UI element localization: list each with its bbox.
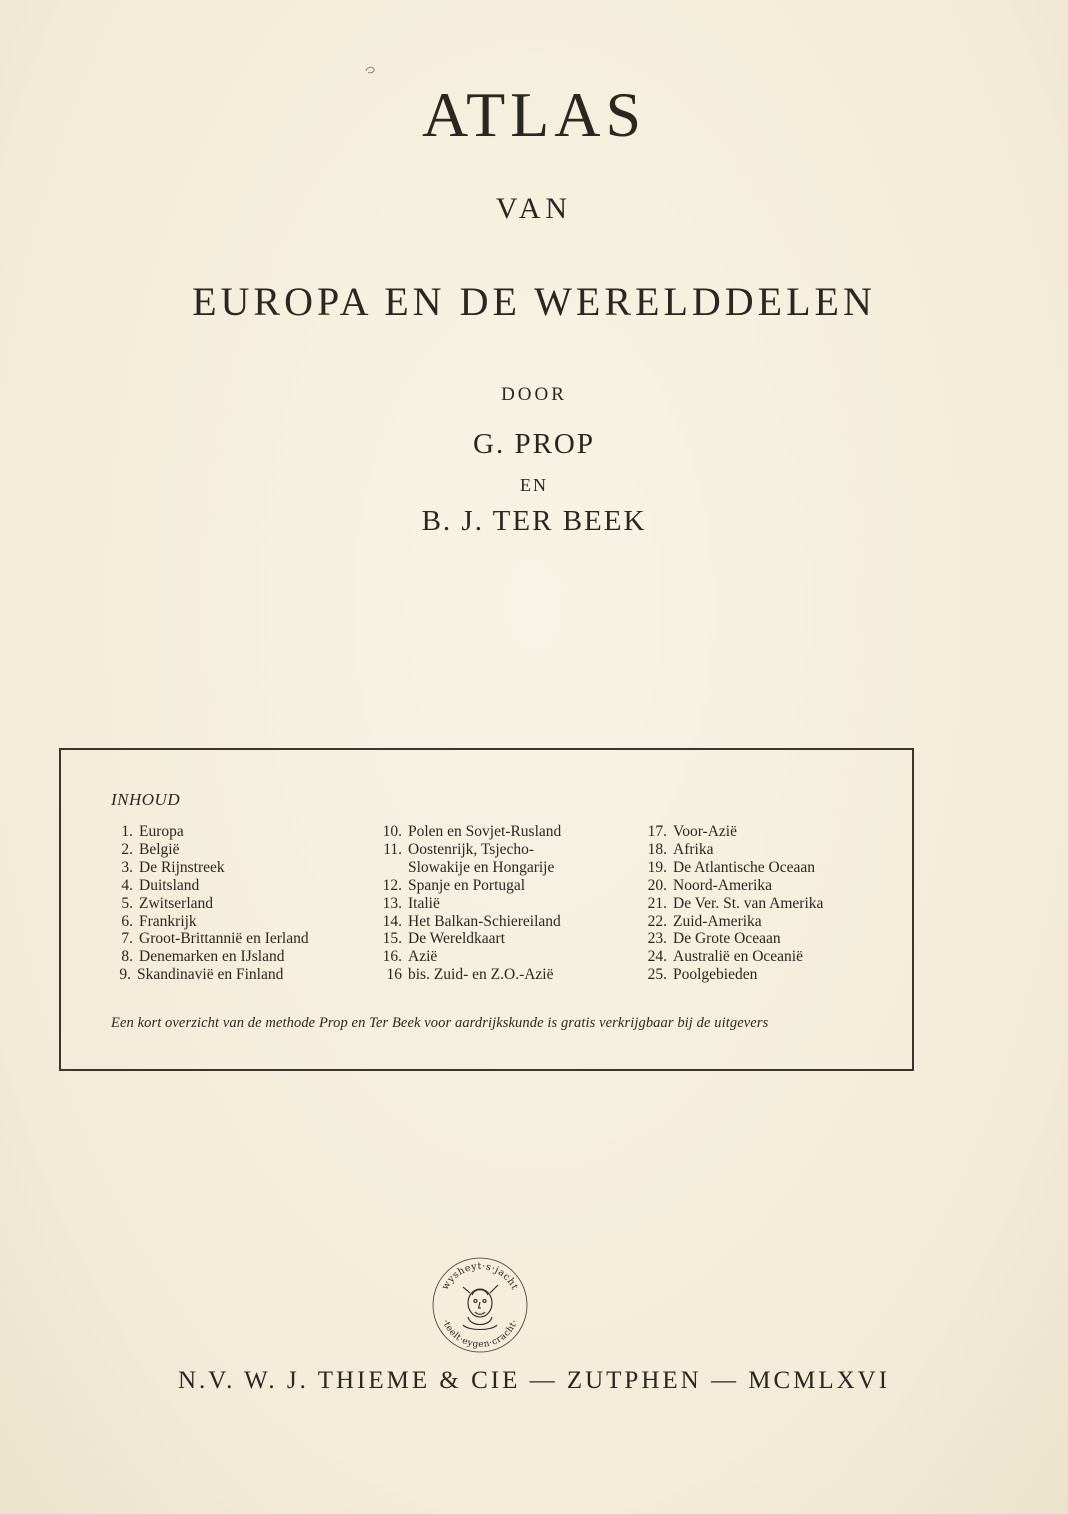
contents-entry: 14. Het Balkan-Schiereiland bbox=[382, 912, 561, 930]
contents-column-3 bbox=[641, 823, 906, 984]
contents-entry: 6. Frankrijk bbox=[121, 912, 197, 930]
title-connector: VAN bbox=[495, 192, 573, 225]
contents-entry: 3. De Rijnstreek bbox=[121, 858, 225, 876]
svg-text:·teelt·eygen·cracht·: ·teelt·eygen·cracht· bbox=[439, 1318, 521, 1351]
contents-entry: 16. Azië bbox=[382, 948, 438, 966]
contents-entry: 18. Afrika bbox=[647, 840, 714, 858]
contents-entry: 2. België bbox=[121, 840, 180, 858]
ink-smudge bbox=[364, 65, 376, 75]
contents-entry-continuation: Slowakije en Hongarije bbox=[408, 858, 555, 876]
and-label: EN bbox=[520, 475, 548, 495]
contents-entry: 7. Groot-Brittannië en Ierland bbox=[121, 930, 309, 948]
author-first: G. PROP bbox=[473, 428, 595, 460]
contents-entry: 1. Europa bbox=[121, 823, 184, 840]
book-title: ATLAS bbox=[421, 79, 647, 150]
contents-heading: INHOUD bbox=[111, 790, 181, 809]
author-second: B. J. TER BEEK bbox=[421, 505, 647, 537]
contents-entry: 4. Duitsland bbox=[121, 876, 200, 894]
publisher-seal-icon bbox=[430, 1255, 530, 1355]
contents-entry: 22. Zuid-Amerika bbox=[647, 912, 762, 930]
contents-entry: 23. De Grote Oceaan bbox=[647, 930, 781, 948]
contents-entry: 5. Zwitserland bbox=[121, 894, 214, 912]
contents-entry: 8. Denemarken en IJsland bbox=[121, 948, 285, 966]
contents-entry: 20. Noord-Amerika bbox=[647, 876, 772, 894]
contents-column-2 bbox=[376, 823, 646, 984]
contents-note: Een kort overzicht van de methode Prop en Ter Beek voor aardrijkskunde is gratis verkrijgbaar bij de uitgevers bbox=[111, 1015, 769, 1031]
contents-entry: 10. Polen en Sovjet-Rusland bbox=[382, 823, 562, 840]
contents-entry: 24. Australië en Oceanië bbox=[647, 948, 803, 966]
contents-entry: 16 bis. Zuid- en Z.O.-Azië bbox=[386, 966, 554, 984]
contents-column-1 bbox=[111, 823, 371, 984]
svg-text:wysheyt·s·jacht: wysheyt·s·jacht bbox=[439, 1260, 521, 1292]
contents-entry: 12. Spanje en Portugal bbox=[382, 876, 526, 894]
book-subtitle: EUROPA EN DE WERELDDELEN bbox=[192, 279, 876, 324]
contents-entry: 11. Oostenrijk, Tsjecho- bbox=[383, 840, 535, 858]
contents-entry: 21. De Ver. St. van Amerika bbox=[647, 894, 824, 912]
contents-entry: 17. Voor-Azië bbox=[647, 823, 737, 840]
contents-entry: 15. De Wereldkaart bbox=[382, 930, 506, 948]
contents-entry: 9. Skandinavië en Finland bbox=[119, 966, 284, 984]
publisher-imprint: N.V. W. J. THIEME & CIE — ZUTPHEN — MCMLXVI bbox=[177, 1367, 891, 1394]
contents-entry: 25. Poolgebieden bbox=[647, 966, 758, 984]
by-label: DOOR bbox=[501, 384, 567, 405]
contents-entry: 13. Italië bbox=[382, 894, 440, 912]
contents-box bbox=[59, 748, 914, 1071]
contents-entry: 19. De Atlantische Oceaan bbox=[647, 858, 816, 876]
